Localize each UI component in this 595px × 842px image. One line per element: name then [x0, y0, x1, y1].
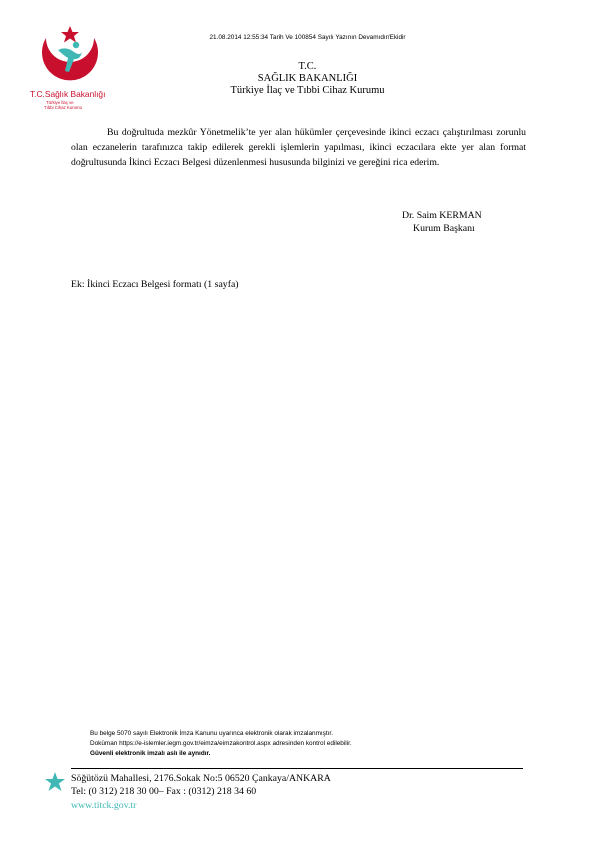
heading-ministry: SAĞLIK BAKANLIĞI	[257, 73, 358, 84]
institution-heading	[0, 61, 595, 97]
footer-phone: Tel: (0 312) 218 30 00– Fax : (0312) 218 34 60	[71, 786, 257, 797]
body-paragraph-text: Bu doğrultuda mezkûr Yönetmelik’te yer alan hükümler çerçevesinde ikinci eczacı çalıştırılması zorunlu olan eczanelerin tarafınızca takip edilerek gerekli işlemlerin yapılması, ikinci eczacılara ekte yer alan format doğrultusunda İkinci Eczacı Belgesi düzenlenmesi hususunda bilginizi ve gereğini rica ederim.	[71, 127, 526, 168]
footer-divider	[71, 768, 523, 769]
esign-line2: Doküman https://e-islemler.iegm.gov.tr/eimza/eimzakontrol.aspx adresinden kontrol edilebilir.	[90, 740, 352, 747]
esign-line1: Bu belge 5070 sayılı Elektronik İmza Kanunu uyarınca elektronik olarak imzalanmıştır.	[90, 730, 333, 737]
signer-name: Dr. Saim KERMAN	[402, 210, 482, 221]
logo-title: T.C.Sağlık Bakanlığı	[30, 89, 106, 99]
heading-agency: Türkiye İlaç ve Tıbbi Cihaz Kurumu	[230, 85, 385, 96]
footer-address: Söğütözü Mahallesi, 2176.Sokak No:5 06520 Çankaya/ANKARA	[71, 773, 331, 784]
body-paragraph	[71, 125, 526, 170]
signer-title: Kurum Başkanı	[413, 223, 475, 234]
esign-line3: Güvenli elektronik imzalı aslı ile aynıdır.	[90, 750, 211, 757]
document-reference-line: 21.08.2014 12:55:34 Tarih Ve 100854 Sayılı Yazının Devamıdır/Ekidir	[209, 34, 406, 41]
heading-tc: T.C.	[298, 61, 317, 72]
electronic-signature-notice	[90, 729, 352, 759]
footer-star-icon	[44, 771, 66, 793]
attachment-note: Ek: İkinci Eczacı Belgesi formatı (1 sayfa)	[71, 279, 239, 290]
footer-website-link[interactable]: www.titck.gov.tr	[71, 800, 137, 811]
logo-subtitle-line1: Türkiye İlaç ve	[46, 100, 74, 105]
logo-subtitle-line2: Tıbbi Cihaz Kurumu	[44, 105, 82, 110]
